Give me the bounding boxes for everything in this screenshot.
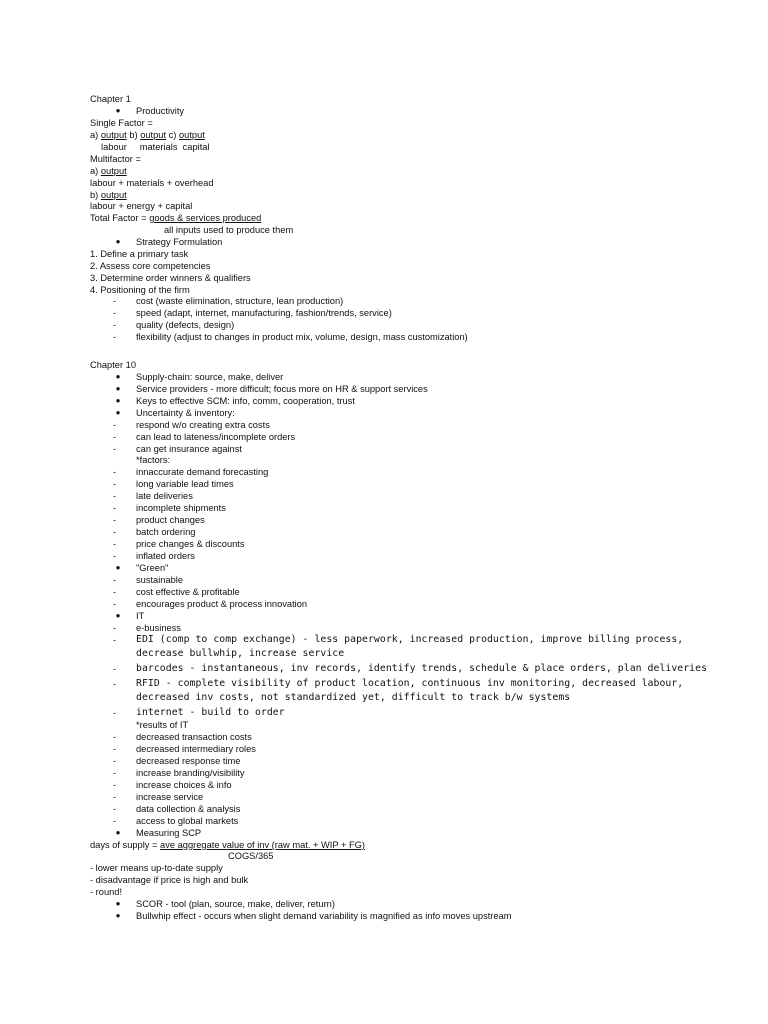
bullet-icon: ● [115, 106, 121, 115]
results-label: *results of IT [136, 720, 189, 730]
chapter-1-heading: Chapter 1 [90, 94, 131, 104]
single-factor-denominators: labour materials capital [101, 142, 210, 152]
days-of-supply-denominator: COGS/365 [228, 851, 274, 861]
bullet-icon: ● [115, 911, 121, 920]
bullet-icon: ● [115, 828, 121, 837]
factors-label: *factors: [136, 455, 171, 465]
multifactor-a-denominator: labour + materials + overhead [90, 178, 214, 188]
multifactor-b-output: b) output [90, 190, 127, 200]
total-factor-denominator: all inputs used to produce them [164, 225, 294, 235]
bullet-icon: ● [115, 563, 121, 572]
bullet-icon: ● [115, 372, 121, 381]
multifactor-a-output: a) output [90, 166, 127, 176]
single-factor-outputs: a) output b) output c) output [90, 130, 205, 140]
days-of-supply: days of supply = ave aggregate value of inv (raw mat. + WIP + FG) [90, 840, 366, 850]
bullet-icon: ● [115, 396, 121, 405]
note-line: - disadvantage if price is high and bulk [90, 875, 249, 885]
bullet-icon: ● [115, 408, 121, 417]
multifactor-label: Multifactor = [90, 154, 141, 164]
note-line: - round! [90, 887, 123, 897]
step-item: 3. Determine order winners & qualifiers [90, 273, 251, 283]
step-item: 2. Assess core competencies [90, 261, 211, 271]
document-page: Chapter 1 ● Productivity Single Factor = a) output b) output c) output labour materials capital Multifactor = a) output labour + materials + overhead b) output labour + energy + capital Total Factor = goods & services produced all inputs used to produce them ● Strategy Formulation 1. Define a primary task 2. Assess core competencies 3. Determine order winners & qualifiers 4. Positioning of the firm - cost (waste elimination, structure, lean production) - speed (adapt, internet, manufacturing, fashion/trends, service) - quality (defects, design) - flexibility (adjust to changes in product mix, volume, design, mass customization) Chapter 10 ● Supply-chain: source, make, deliver ● Service providers - more difficult; focus more on HR & support services ● Keys to effective SCM: info, comm, cooperation, trust ● Uncertainty & inventory: - respond w/o creating extra costs - can lead to lateness/incomplete orders - can get insurance against *factors: - innaccurate demand forecasting - long variable lead times - late deliveries - incomplete shipments - product changes - batch ordering - price changes & discounts - inflated orders ● "Green" - sustainable - cost effective & profitable - encourages product & process innovation ● IT - e-business - EDI (comp to comp exchange) - less paperwork, increased production, improve billing process, decrease bullwhip, increase service - barcodes - instantaneous, inv records, identify trends, schedule & place orders, plan deliveries - RFID - complete visibility of product location, continuous inv monitoring, decreased labour, decreased inv costs, not standardized yet, difficult to track b/w systems - internet - build to order *results of IT - decreased transaction costs - decreased intermediary roles - decreased response time - increase branding/visibility - increase choices & info - increase service - data collection & analysis - access to global markets ● Measuring SCP days of supply = ave aggregate value of inv (raw mat. + WIP + FG) COGS/365 - lower means up-to-date supply - disadvantage if price is high and bulk - round! ● SCOR - tool (plan, source, make, deliver, return) ● Bullwhip effect - occurs when slight demand variability is magnified as info moves upstream [90, 94, 708, 921]
edi-continuation: decrease bullwhip, increase service [136, 648, 345, 659]
bullet-icon: ● [115, 899, 121, 908]
bullet-icon: ● [115, 384, 121, 393]
step-item: 4. Positioning of the firm [90, 285, 190, 295]
rfid-continuation: decreased inv costs, not standardized yet, difficult to track b/w systems [136, 692, 571, 703]
multifactor-b-denominator: labour + energy + capital [90, 201, 193, 211]
total-factor: Total Factor = goods & services produced [90, 213, 262, 223]
step-item: 1. Define a primary task [90, 249, 189, 259]
note-line: - lower means up-to-date supply [90, 863, 223, 873]
bullet-icon: ● [115, 237, 121, 246]
chapter-10-heading: Chapter 10 [90, 360, 136, 370]
single-factor-label: Single Factor = [90, 118, 153, 128]
bullet-icon: ● [115, 611, 121, 620]
